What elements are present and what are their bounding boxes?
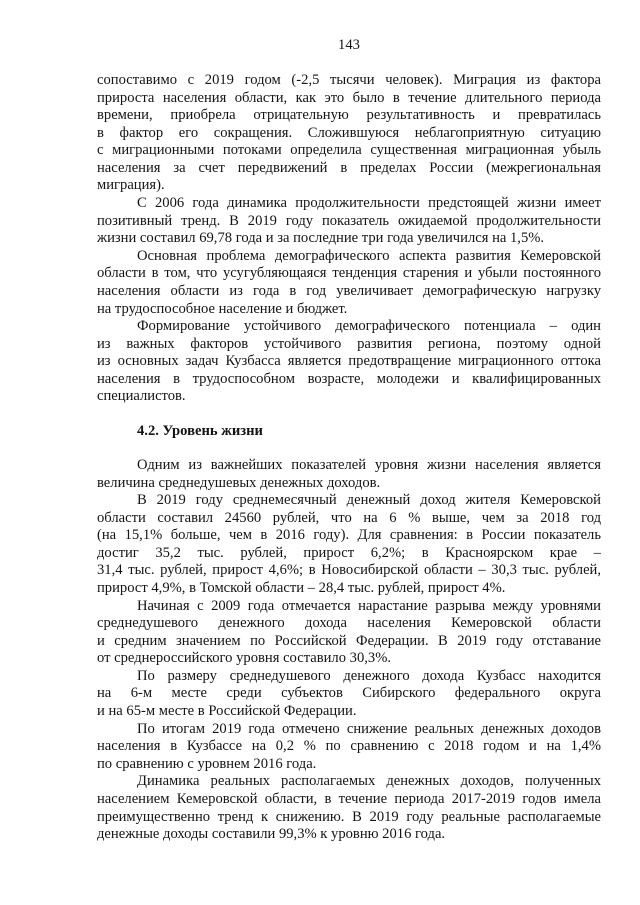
text-line: области составил 24560 рублей, что на 6 % выше, чем за 2018 год xyxy=(97,509,601,526)
paragraph xyxy=(97,492,601,597)
text-line: и на 65-м месте в Российской Федерации. xyxy=(97,703,357,720)
text-line: величина среднедушевых денежных доходов. xyxy=(97,474,381,491)
paragraph xyxy=(97,318,601,406)
text-line: времени, приобрела отрицательную результативность и превратилась xyxy=(97,107,601,124)
text-line: позитивный тренд. В 2019 году показатель ожидаемой продолжительности xyxy=(97,212,601,229)
text-line: среднедушевого денежного дохода населения Кемеровской области xyxy=(97,615,601,632)
page-number: 143 xyxy=(338,37,360,53)
text-line: населения за счет передвижений в пределах России (межрегиональная xyxy=(97,159,601,176)
paragraph xyxy=(97,668,601,721)
text-line: по сравнению с уровнем 2016 года. xyxy=(97,755,317,772)
text-line: 31,4 тыс. рублей, прирост 4,6%; в Новосибирской области – 30,3 тыс. рублей, xyxy=(97,562,601,579)
text-line: в фактор его сокращения. Сложившуюся неблагоприятную ситуацию xyxy=(97,124,601,141)
section-heading: 4.2. Уровень жизни xyxy=(137,423,263,439)
text-line: миграция). xyxy=(97,177,165,194)
text-line: По итогам 2019 года отмечено снижение реальных денежных доходов xyxy=(137,720,601,737)
text-line: денежные доходы составили 99,3% к уровню 2016 года. xyxy=(97,826,446,843)
text-block-top xyxy=(97,72,601,406)
text-line: достиг 35,2 тыс. рублей, прирост 6,2%; в Красноярском крае – xyxy=(97,544,601,561)
text-line: Основная проблема демографического аспекта развития Кемеровской xyxy=(137,247,601,264)
text-line: с миграционными потоками определила существенная миграционная убыль xyxy=(97,142,601,159)
paragraph xyxy=(97,773,601,843)
paragraph xyxy=(97,721,601,774)
text-line: В 2019 году среднемесячный денежный доход жителя Кемеровской xyxy=(137,492,601,509)
text-line: и средним значением по Российской Федерации. В 2019 году отставание xyxy=(97,632,601,649)
text-line: жизни составил 69,78 года и за последние три года увеличился на 1,5%. xyxy=(97,230,545,247)
paragraph xyxy=(97,248,601,318)
text-line: Динамика реальных располагаемых денежных доходов, полученных xyxy=(137,773,601,790)
text-line: из важных факторов устойчивого развития региона, поэтому одной xyxy=(97,335,601,352)
paragraph xyxy=(97,72,601,195)
text-line: сопоставимо с 2019 годом (-2,5 тысячи человек). Миграция из фактора xyxy=(97,72,601,88)
text-line: Начиная с 2009 года отмечается нарастание разрыва между уровнями xyxy=(137,597,601,614)
paragraph xyxy=(97,457,601,492)
text-line: области в том, что усугубляющаяся тенденция старения и убыли постоянного xyxy=(97,265,601,282)
text-line: от среднероссийского уровня составило 30,3%. xyxy=(97,650,391,667)
text-line: Одним из важнейших показателей уровня жизни населения является xyxy=(137,456,601,473)
text-line: населения в Кузбассе на 0,2 % по сравнению с 2018 годом и на 1,4% xyxy=(97,738,601,755)
text-line: По размеру среднедушевого денежного дохода Кузбасс находится xyxy=(137,667,601,684)
text-line: преимущественно тренд к снижению. В 2019 году реальные располагаемые xyxy=(97,808,601,825)
text-line: (на 15,1% больше, чем в 2016 году). Для сравнения: в России показатель xyxy=(97,527,601,544)
text-line: на трудоспособное население и бюджет. xyxy=(97,300,348,317)
text-line: населения в трудоспособном возрасте, молодежи и квалифицированных xyxy=(97,370,601,387)
text-line: С 2006 года динамика продолжительности предстоящей жизни имеет xyxy=(137,195,601,212)
text-line: прирост 4,9%, в Томской области – 28,4 тыс. рублей, прирост 4%. xyxy=(97,580,506,597)
text-line: на 6-м месте среди субъектов Сибирского федерального округа xyxy=(97,685,601,702)
text-line: населения области из года в год увеличивает демографическую нагрузку xyxy=(97,282,601,299)
text-line: из основных задач Кузбасса является предотвращение миграционного оттока xyxy=(97,353,601,370)
text-line: населением Кемеровской области, в течение периода 2017-2019 годов имела xyxy=(97,790,601,807)
paragraph xyxy=(97,195,601,248)
text-line: Формирование устойчивого демографического потенциала – один xyxy=(137,318,601,335)
text-line: прироста населения области, как это было в течение длительного периода xyxy=(97,89,601,106)
text-line: специалистов. xyxy=(97,388,186,405)
text-block-section xyxy=(97,423,601,844)
paragraph xyxy=(97,598,601,668)
